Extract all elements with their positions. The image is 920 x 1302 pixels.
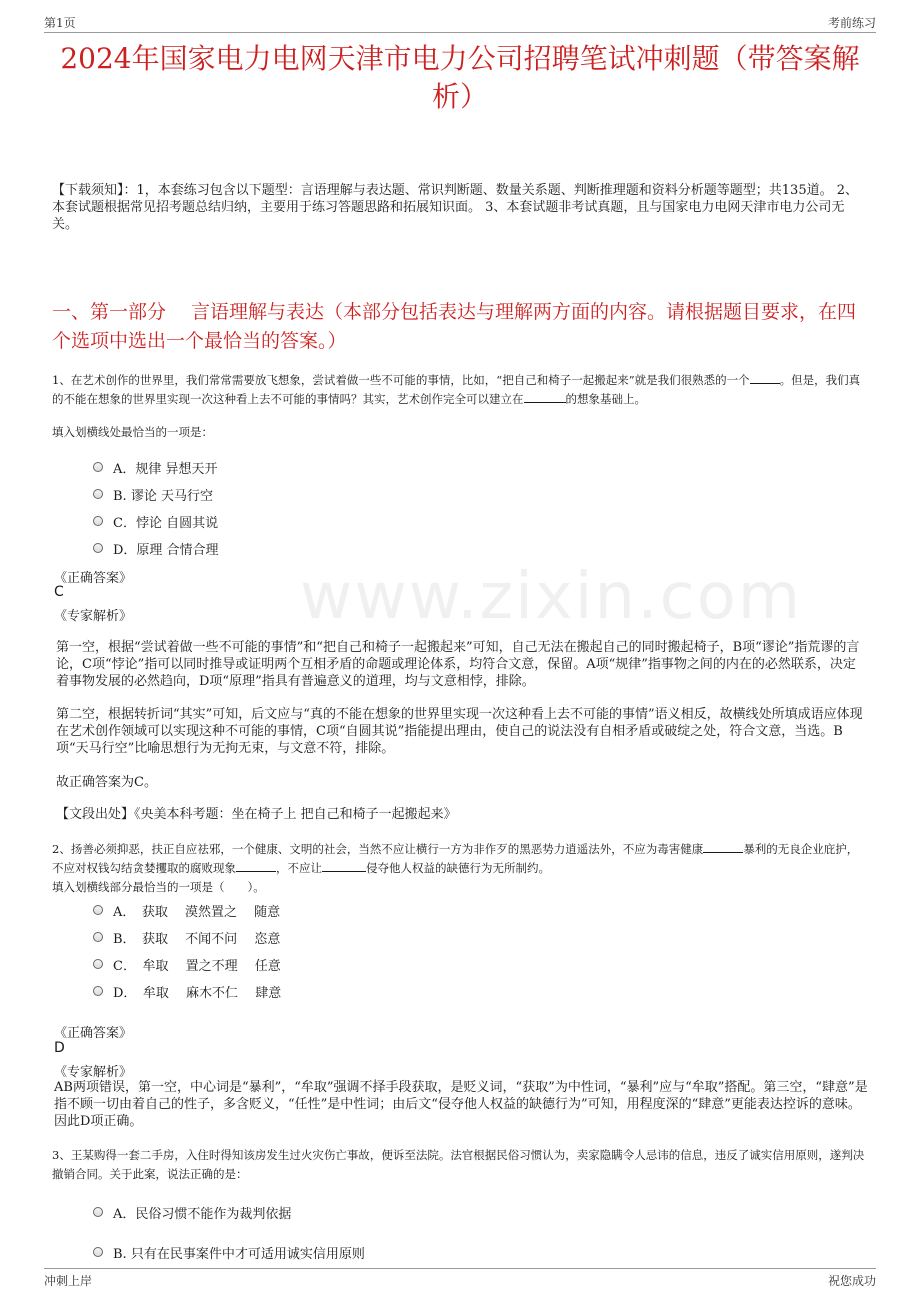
radio-icon[interactable] — [93, 905, 103, 915]
q1-option-d-label: D．原理 合情合理 — [113, 542, 219, 558]
header-rule — [44, 32, 876, 33]
section-heading: 一、第一部分 言语理解与表达（本部分包括表达与理解两方面的内容。请根据题目要求，在四个选项中选出一个最恰当的答案。） — [52, 301, 857, 352]
radio-icon[interactable] — [93, 543, 103, 553]
q3-stem: 3、王某购得一套二手房，入住时得知该房发生过火灾伤亡事故，便诉至法院。法官根据民俗习惯认为，卖家隐瞒令人忌讳的信息，违反了诚实信用原则，遂判决撤销合同。关于此案，说法正确的是： — [52, 1148, 865, 1181]
q2-blank-3 — [322, 859, 366, 872]
footer-right-label: 祝您成功 — [827, 1274, 876, 1288]
q3-option-a-label: A．民俗习惯不能作为裁判依据 — [113, 1206, 292, 1222]
q2-stem-part-d: 侵夺他人权益的缺德行为无所制约。 — [366, 861, 550, 875]
q1-blank-2 — [524, 390, 566, 403]
q2-option-d[interactable] — [93, 982, 281, 1000]
watermark: www.zixin.com — [300, 560, 803, 634]
download-notice: 【下载须知】：1，本套练习包含以下题型：言语理解与表达题、常识判断题、数量关系题、判断推理题和资料分析题等题型；共135道。 2、本套试题根据常见招考题总结归纳，主要用于练习答题思路和拓展知识面。 3、本套试题非考试真题，且与国家电力电网天津市电力公司无关。 — [52, 183, 858, 232]
q2-analysis-label: 《专家解析》 — [54, 1065, 133, 1080]
q1-option-d[interactable] — [93, 539, 219, 557]
q2-stem-part-a: 2、扬善必须抑恶，扶正自应祛邪，一个健康、文明的社会，当然不应让横行一方为非作歹的黑恶势力逍遥法外，不应为毒害健康 — [52, 842, 704, 856]
q2-option-a-label: A． 获取 漠然置之 随意 — [113, 904, 281, 920]
q1-option-a[interactable] — [93, 458, 218, 476]
q1-blank-1 — [750, 371, 780, 384]
q1-analysis-paragraph-2: 第二空，根据转折词“其实”可知，后文应与“真的不能在想象的世界里实现一次这种看上去不可能的事情”语义相反，故横线处所填成语应体现在艺术创作领域可以实现这种不可能的事情，C项“自圆其说”指能提出理由，使自己的说法没有自相矛盾或破绽之处，符合文意，当选。B项“天马行空”比喻思想行为无拘无束，与文意不符，排除。 — [56, 707, 863, 756]
q2-option-b[interactable] — [93, 928, 280, 946]
q1-analysis-label: 《专家解析》 — [54, 609, 133, 624]
radio-icon[interactable] — [93, 1207, 103, 1217]
radio-icon[interactable] — [93, 489, 103, 499]
q1-option-a-label: A．规律 异想天开 — [113, 461, 218, 477]
q2-option-b-label: B． 获取 不闻不问 恣意 — [113, 931, 281, 947]
q3-option-a[interactable] — [93, 1203, 291, 1221]
q2-blank-1 — [703, 840, 743, 853]
radio-icon[interactable] — [93, 932, 103, 942]
footer-left-label: 冲刺上岸 — [44, 1274, 93, 1288]
page-title: 2024年国家电力电网天津市电力公司招聘笔试冲刺题（带答案解析） — [60, 42, 860, 113]
q2-stem — [52, 840, 867, 878]
q1-stem-part-b: 。但是，我们真的不能在想象的世界里实现一次这种看上去不可能的事情吗？其实，艺术创作完全可以建立在 — [52, 373, 861, 406]
q1-conclusion: 故正确答案为C。 — [56, 775, 157, 790]
q1-analysis-paragraph-1: 第一空，根据“尝试着做一些不可能的事情”和“把自己和椅子一起搬起来”可知，自己无法在搬起自己的同时搬起椅子，B项“谬论”指荒谬的言论，C项“悖论”指可以同时推导或证明两个互相矛盾的命题或理论体系，均符合文意，保留。A项“规律”指事物之间的内在的必然联系，决定着事物发展的必然趋向，D项“原理”指具有普遍意义的道理，均与文意相悖，排除。 — [56, 640, 860, 689]
radio-icon[interactable] — [93, 1247, 103, 1257]
q1-stem — [52, 371, 867, 409]
header-right-label: 考前练习 — [827, 16, 876, 30]
radio-icon[interactable] — [93, 516, 103, 526]
q1-stem-part-c: 的想象基础上。 — [565, 392, 646, 406]
q2-analysis: AB两项错误，第一空，中心词是“暴利”，“牟取”强调不择手段获取，是贬义词，“获取”为中性词，“暴利”应与“牟取”搭配。第三空，“肆意”是指不顾一切由着自己的性子，多含贬义，“任性”是中性词；由后文“侵夺他人权益的缺德行为”可知，用程度深的“肆意”更能表达控诉的意味。因此D项正确。 — [54, 1080, 868, 1129]
radio-icon[interactable] — [93, 959, 103, 969]
q3-option-b[interactable] — [93, 1243, 365, 1261]
page-number: 第1页 — [44, 16, 76, 30]
q2-option-d-label: D． 牟取 麻木不仁 肆意 — [113, 985, 282, 1001]
q2-stem-part-b: 暴利的无良企业庇护，不应对权钱勾结贪婪攫取的腐败现象 — [52, 842, 859, 875]
radio-icon[interactable] — [93, 986, 103, 996]
q3-option-b-label: B. 只有在民事案件中才可适用诚实信用原则 — [113, 1246, 365, 1262]
q1-option-c[interactable] — [93, 512, 218, 530]
q2-prompt: 填入划横线部分最恰当的一项是（ ）。 — [52, 880, 265, 894]
q2-answer: D — [54, 1040, 65, 1056]
q2-option-a[interactable] — [93, 901, 280, 919]
radio-icon[interactable] — [93, 462, 103, 472]
q2-option-c-label: C． 牟取 置之不理 任意 — [113, 958, 281, 974]
q2-stem-part-c: ，不应让 — [276, 861, 322, 875]
q1-prompt: 填入划横线处最恰当的一项是： — [52, 425, 213, 439]
q2-answer-label: 《正确答案》 — [54, 1026, 133, 1041]
q2-option-c[interactable] — [93, 955, 281, 973]
q1-answer: C — [54, 584, 64, 600]
footer-rule — [44, 1268, 876, 1269]
q1-option-b-label: B. 谬论 天马行空 — [113, 488, 213, 504]
q2-blank-2 — [236, 859, 276, 872]
q1-option-b[interactable] — [93, 485, 213, 503]
q1-option-c-label: C．悖论 自圆其说 — [113, 515, 219, 531]
q1-answer-label: 《正确答案》 — [54, 571, 133, 586]
q1-stem-part-a: 1、在艺术创作的世界里，我们常常需要放飞想象，尝试着做一些不可能的事情，比如，“把自己和椅子一起搬起来”就是我们很熟悉的一个 — [52, 373, 750, 387]
q1-source: 【文段出处】《央美本科考题：坐在椅子上 把自己和椅子一起搬起来》 — [56, 807, 457, 822]
